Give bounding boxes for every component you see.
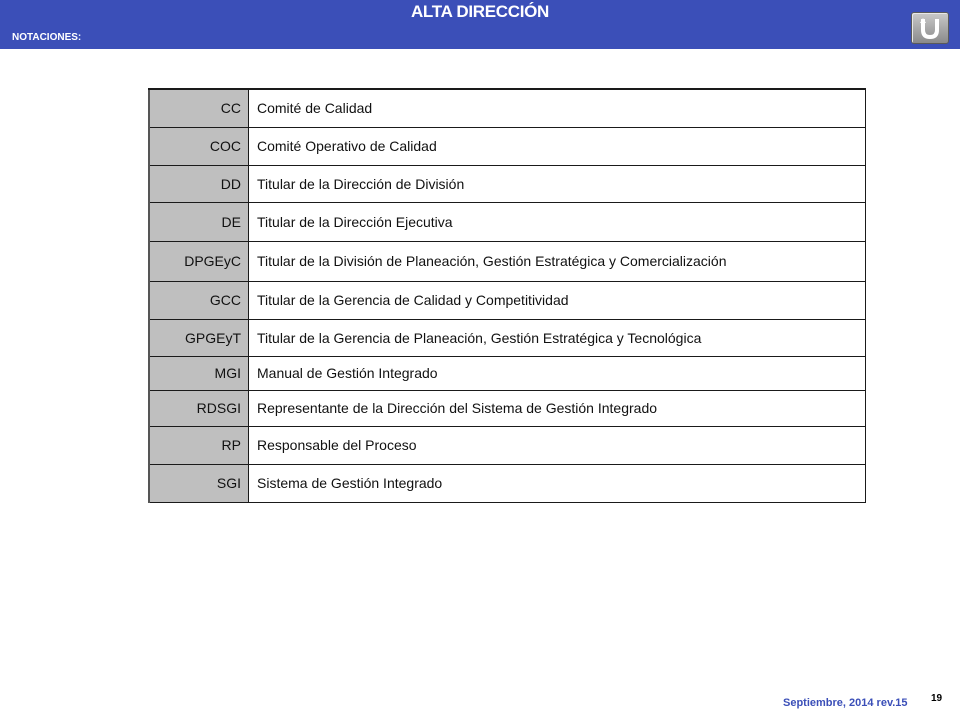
notation-code: CC	[149, 89, 249, 127]
u-turn-back-icon	[918, 16, 942, 40]
table-row	[149, 165, 866, 202]
table-row	[149, 426, 866, 464]
notation-code: GPGEyT	[149, 319, 249, 356]
table-row	[149, 89, 866, 127]
notation-description: Titular de la División de Planeación, Gestión Estratégica y Comercialización	[249, 241, 866, 281]
notation-code: GCC	[149, 281, 249, 319]
table-row	[149, 319, 866, 356]
notation-code: DE	[149, 202, 249, 241]
notation-description: Titular de la Dirección Ejecutiva	[249, 202, 866, 241]
header-bar	[0, 0, 960, 49]
section-subtitle: NOTACIONES:	[12, 32, 82, 43]
back-button[interactable]	[911, 12, 949, 44]
page-number: 19	[931, 693, 943, 704]
notation-code: RP	[149, 426, 249, 464]
notation-description: Responsable del Proceso	[249, 426, 866, 464]
notations-table	[148, 88, 866, 503]
notation-code: COC	[149, 127, 249, 165]
table-row	[149, 127, 866, 165]
notation-description: Titular de la Dirección de División	[249, 165, 866, 202]
notation-description: Titular de la Gerencia de Calidad y Competitividad	[249, 281, 866, 319]
page-title: ALTA DIRECCIÓN	[410, 2, 550, 21]
table-row	[149, 356, 866, 390]
table-row	[149, 281, 866, 319]
table-row	[149, 202, 866, 241]
notation-description: Titular de la Gerencia de Planeación, Gestión Estratégica y Tecnológica	[249, 319, 866, 356]
notation-code: DPGEyC	[149, 241, 249, 281]
notation-code: SGI	[149, 464, 249, 502]
notation-description: Manual de Gestión Integrado	[249, 356, 866, 390]
notation-description: Representante de la Dirección del Sistema de Gestión Integrado	[249, 390, 866, 426]
table-row	[149, 241, 866, 281]
notation-code: RDSGI	[149, 390, 249, 426]
notation-description: Comité de Calidad	[249, 89, 866, 127]
notation-description: Sistema de Gestión Integrado	[249, 464, 866, 502]
notation-code: MGI	[149, 356, 249, 390]
notation-description: Comité Operativo de Calidad	[249, 127, 866, 165]
table-row	[149, 390, 866, 426]
footer-date: Septiembre, 2014 rev.15	[783, 697, 908, 709]
notation-code: DD	[149, 165, 249, 202]
table-row	[149, 464, 866, 502]
